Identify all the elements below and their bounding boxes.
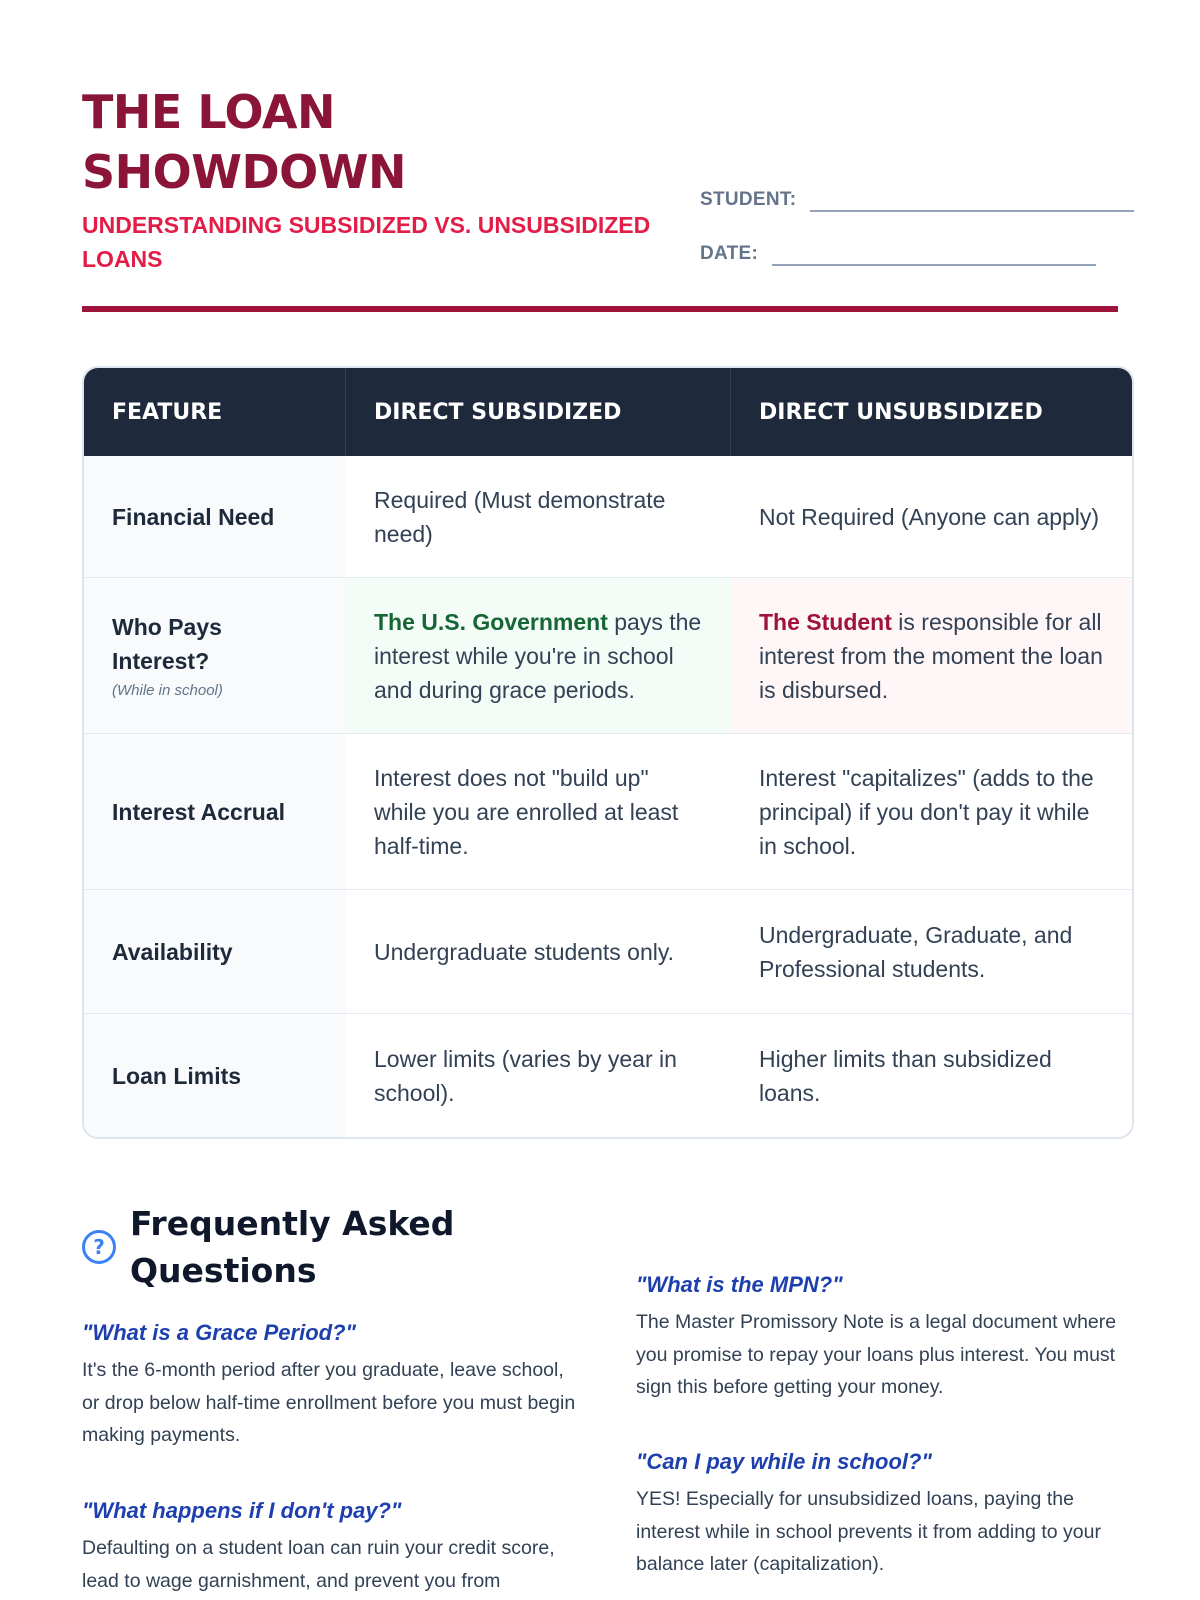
unsubsidized-text: Interest "capitalizes" (adds to the principal) if you don't pay it while in school. (759, 764, 1094, 859)
subsidized-cell (346, 456, 731, 577)
subsidized-text: Lower limits (varies by year in school). (374, 1045, 677, 1106)
table-row-availability (84, 889, 1132, 1013)
page-subtitle: UNDERSTANDING SUBSIDIZED VS. UNSUBSIDIZED LOANS (82, 212, 651, 272)
faq-question: "What is a Grace Period?" (82, 1320, 356, 1345)
student-label: STUDENT: (700, 189, 797, 210)
unsubsidized-cell (731, 890, 1132, 1013)
unsubsidized-cell (731, 456, 1132, 577)
table-row-interest-accrual (84, 733, 1132, 889)
unsubsidized-cell (731, 1014, 1132, 1137)
government-highlight: The U.S. Government (374, 608, 608, 635)
unsubsidized-cell (731, 578, 1132, 733)
faq-title: Frequently Asked Questions (130, 1204, 455, 1290)
unsubsidized-text: Undergraduate, Graduate, and Professional students. (759, 921, 1073, 982)
faq-question: "What happens if I don't pay?" (82, 1498, 402, 1523)
subsidized-text: Interest does not "build up" while you are enrolled at least half-time. (374, 764, 679, 859)
faq-item-mpn (636, 1270, 1136, 1404)
feature-label: Who Pays Interest? (112, 613, 222, 674)
faq-answer: YES! Especially for unsubsidized loans, paying the interest while in school prevents it from adding to your balance later (capitalization). (636, 1488, 1101, 1575)
unsubsidized-cell (731, 734, 1132, 889)
subsidized-paragraph (374, 605, 707, 707)
date-line[interactable] (772, 242, 1096, 266)
faq-question: "What is the MPN?" (636, 1272, 843, 1297)
date-field (700, 242, 1096, 266)
subsidized-cell (346, 734, 731, 889)
faq-section (82, 1200, 1134, 1600)
unsubsidized-text: Not Required (Anyone can apply) (759, 503, 1100, 530)
faq-answer: The Master Promissory Note is a legal document where you promise to repay your loans plus interest. You must sign this before getting your money. (636, 1311, 1117, 1398)
feature-label: Financial Need (112, 503, 275, 530)
feature-label: Availability (112, 938, 233, 965)
table-header-row (84, 368, 1132, 456)
table-body (84, 456, 1132, 1137)
feature-label: Loan Limits (112, 1062, 242, 1089)
comparison-table (82, 366, 1134, 1139)
subsidized-cell (346, 890, 731, 1013)
subsidized-cell (346, 578, 731, 733)
student-field (700, 188, 1134, 212)
subsidized-cell (346, 1014, 731, 1137)
student-name-line[interactable] (810, 188, 1134, 212)
table-row-loan-limits (84, 1013, 1132, 1137)
faq-answer: Defaulting on a student loan can ruin your credit score, lead to wage garnishment, and prevent you from (82, 1537, 555, 1592)
help-circle-icon: ? (82, 1230, 116, 1264)
faq-answer: It's the 6-month period after you graduate, leave school, or drop below half-time enrollment before you must begin making payments. (82, 1359, 576, 1446)
header-unsubsidized: DIRECT UNSUBSIDIZED (759, 399, 1043, 425)
subsidized-text: Required (Must demonstrate need) (374, 486, 666, 547)
header-feature: FEATURE (84, 368, 346, 456)
unsubsidized-text: Higher limits than subsidized loans. (759, 1045, 1052, 1106)
worksheet-header (82, 0, 1118, 312)
feature-note: (While in school) (112, 681, 223, 699)
faq-question: "Can I pay while in school?" (636, 1449, 932, 1474)
subsidized-text: pays the interest while you're in school and during grace periods. (374, 608, 702, 703)
feature-cell (84, 1014, 346, 1137)
page-title: THE LOAN SHOWDOWN (82, 85, 406, 199)
feature-cell (84, 890, 346, 1013)
feature-cell (84, 456, 346, 577)
faq-item-grace-period (82, 1318, 582, 1452)
unsubsidized-text: is responsible for all interest from the moment the loan is disbursed. (759, 608, 1103, 703)
table-row-who-pays-interest (84, 577, 1132, 733)
feature-cell (84, 578, 346, 733)
faq-item-dont-pay (82, 1496, 582, 1597)
table-row-financial-need (84, 456, 1132, 577)
faq-item-pay-in-school (636, 1447, 1136, 1581)
subsidized-text: Undergraduate students only. (374, 938, 675, 965)
date-label: DATE: (700, 243, 759, 264)
student-highlight: The Student (759, 608, 892, 635)
unsubsidized-paragraph (759, 605, 1108, 707)
feature-label: Interest Accrual (112, 798, 285, 825)
header-subsidized: DIRECT SUBSIDIZED (346, 368, 731, 456)
feature-cell (84, 734, 346, 889)
faq-heading (82, 1200, 490, 1294)
